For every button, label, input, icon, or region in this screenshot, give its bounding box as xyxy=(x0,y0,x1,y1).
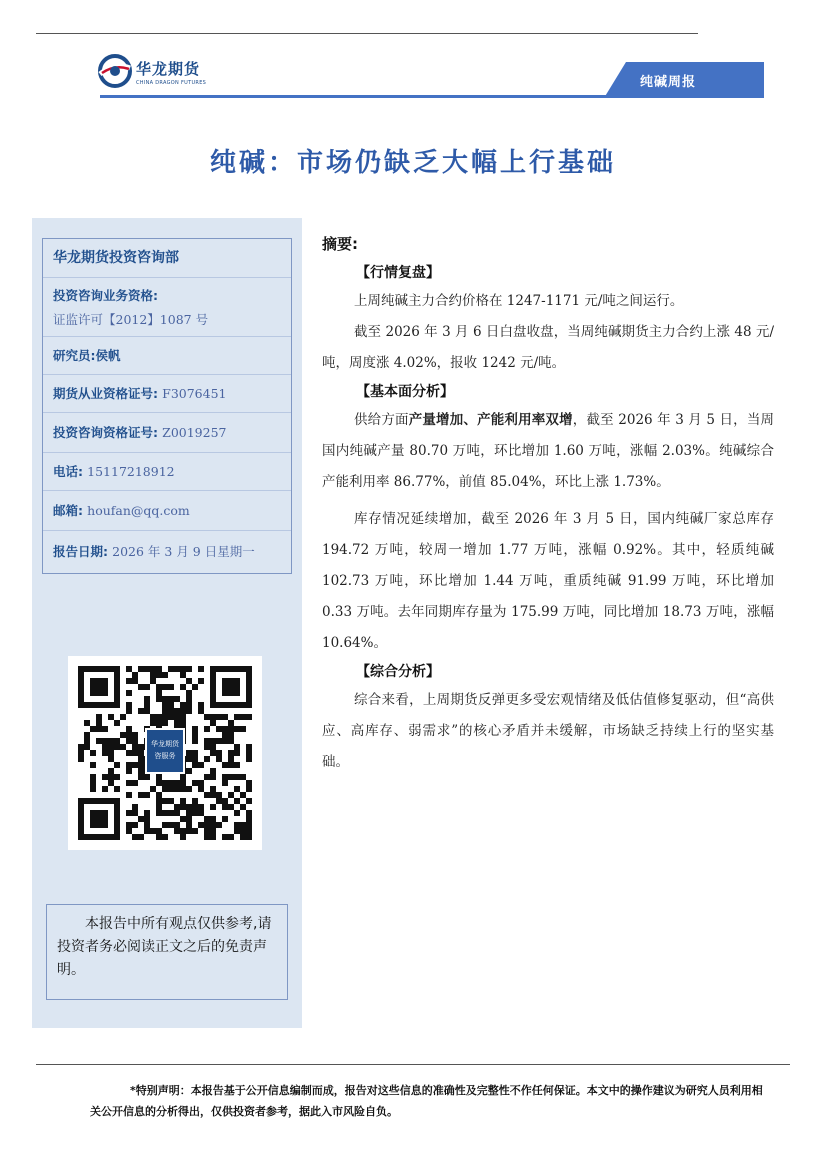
company-logo xyxy=(96,52,226,94)
department-name: 华龙期货投资咨询部 xyxy=(43,239,291,278)
top-rule xyxy=(36,33,698,34)
researcher-value: 侯帆 xyxy=(95,348,121,363)
footer-disclaimer-text: *特别声明：本报告基于公开信息编制而成，报告对这些信息的准确性及完整性不作任何保证。本文中的操作建议为研究人员利用相关公开信息的分析得出，仅供投资者参考，据此入市风险自负。 xyxy=(90,1084,763,1118)
section-title-summary: 【综合分析】 xyxy=(356,664,440,680)
qr-code xyxy=(68,656,262,850)
report-type-label: 纯碱周报 xyxy=(640,75,697,90)
logo-name-en: CHINA DRAGON FUTURES xyxy=(136,80,207,86)
consult-cert-row xyxy=(43,413,291,453)
futures-cert-row xyxy=(43,375,291,413)
date-label: 报告日期: xyxy=(53,544,108,559)
email-row xyxy=(43,491,291,531)
qr-center-bottom: 咨服务 xyxy=(154,752,176,760)
qualification-value: 证监许可【2012】1087 号 xyxy=(53,312,209,327)
date-value: 2026 年 3 月 9 日星期一 xyxy=(112,544,255,559)
consult-cert-label: 投资咨询资格证号: xyxy=(53,425,158,440)
sidebar xyxy=(32,218,302,1028)
qualification-label: 投资咨询业务资格: xyxy=(53,288,158,303)
phone-label: 电话: xyxy=(53,464,83,479)
inventory-paragraph: 库存情况延续增加，截至 2026 年 3 月 5 日，国内纯碱厂家总库存 194.72 万吨，较周一增加 1.77 万吨，涨幅 0.92%。其中，轻质纯碱 102.73 万吨，环比增加 1.44 万吨，重质纯碱 91.99 万吨，环比增加 0.33 万吨。去年同期库存量为 175.99 万吨，同比增加 18.73 万吨，涨幅 10.64%。 xyxy=(322,511,774,651)
supply-prefix: 供给方面 xyxy=(354,412,409,428)
summary-paragraph: 综合来看，上周期货反弹更多受宏观情绪及低估值修复驱动，但“高供应、高库存、弱需求”的核心矛盾并未缓解，市场缺乏持续上行的坚实基础。 xyxy=(322,692,774,770)
abstract-content xyxy=(322,232,782,778)
supply-highlight: 产量增加、产能利用率双增 xyxy=(408,412,573,428)
email-value: houfan@qq.com xyxy=(87,503,190,518)
section-title-fundamentals: 【基本面分析】 xyxy=(356,384,454,400)
footer-disclaimer xyxy=(90,1080,770,1122)
futures-cert-label: 期货从业资格证号: xyxy=(53,386,158,401)
researcher-label: 研究员: xyxy=(53,348,96,363)
supply-rest: ，截至 2026 年 3 月 5 日，当周国内纯碱产量 80.70 万吨，环比增加 1.60 万吨，涨幅 2.03%。纯碱综合产能利用率 86.77%，前值 85.04%，环比上涨 1.73%。 xyxy=(322,412,775,490)
qualification-row xyxy=(43,278,291,337)
page-title: 纯碱：市场仍缺乏大幅上行基础 xyxy=(209,148,616,178)
phone-row xyxy=(43,453,291,491)
researcher-row xyxy=(43,337,291,375)
date-row xyxy=(43,531,291,573)
sidebar-disclaimer xyxy=(46,904,288,1000)
supply-paragraph xyxy=(322,405,774,498)
author-info-box xyxy=(42,238,292,574)
dragon-logo-icon xyxy=(96,52,134,90)
logo-name-cn: 华龙期货 xyxy=(136,60,201,78)
qr-center-badge xyxy=(145,728,185,774)
section-title-market-review: 【行情复盘】 xyxy=(356,265,440,281)
sidebar-disclaimer-text: 本报告中所有观点仅供参考,请投资者务必阅读正文之后的免责声明。 xyxy=(57,916,272,978)
futures-cert-value: F3076451 xyxy=(162,386,227,401)
email-label: 邮箱: xyxy=(53,503,83,518)
footer-rule xyxy=(36,1064,790,1065)
consult-cert-value: Z0019257 xyxy=(162,425,227,440)
abstract-heading: 摘要: xyxy=(322,235,358,253)
qr-center-top: 华龙期货 xyxy=(151,740,179,748)
market-review-paragraph-1: 上周纯碱主力合约价格在 1247-1171 元/吨之间运行。 xyxy=(354,293,684,309)
market-review-paragraph-2: 截至 2026 年 3 月 6 日白盘收盘，当周纯碱期货主力合约上涨 48 元/吨，周度涨 4.02%，报收 1242 元/吨。 xyxy=(322,324,774,371)
phone-value: 15117218912 xyxy=(87,464,175,479)
